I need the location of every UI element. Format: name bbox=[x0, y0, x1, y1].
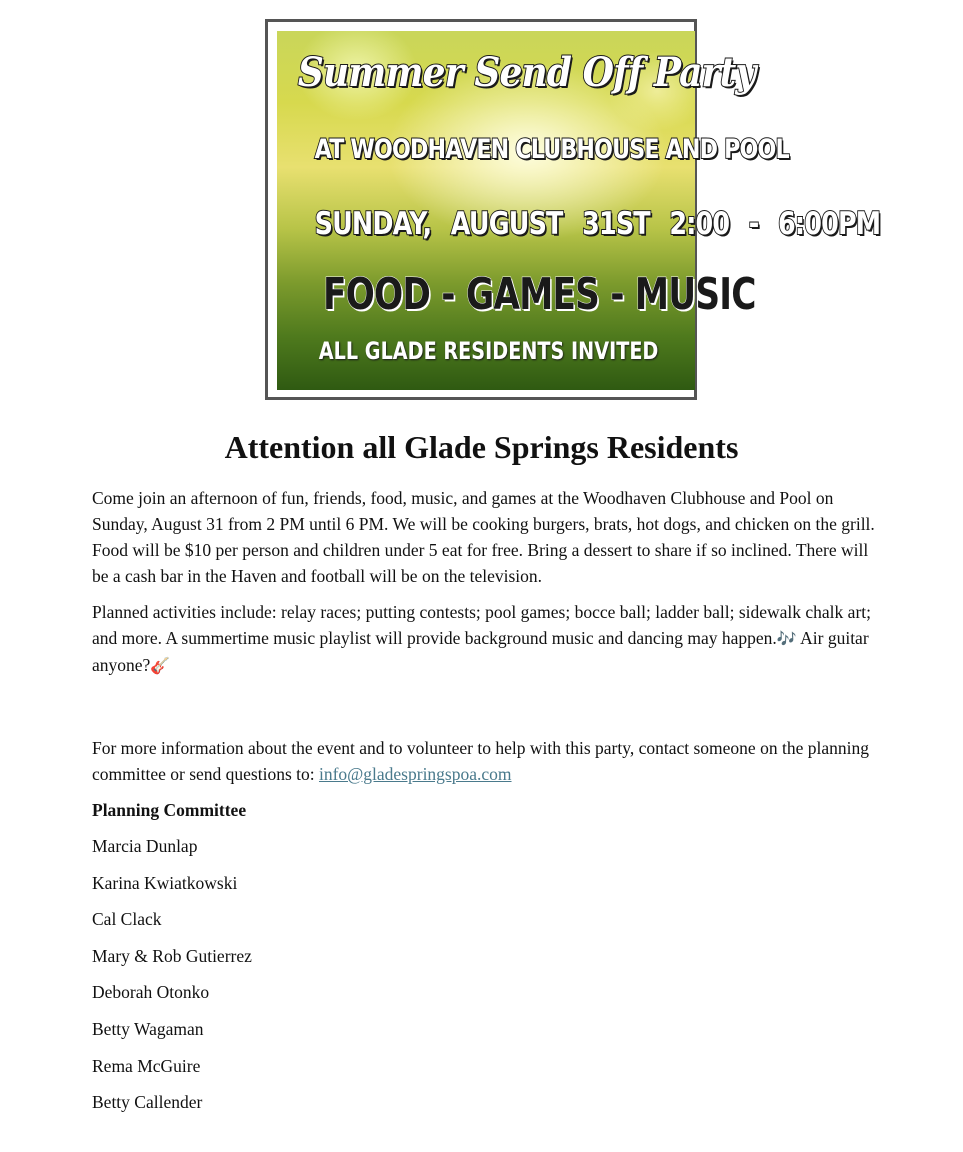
flyer-date: SUNDAY, AUGUST 31ST bbox=[314, 206, 650, 242]
air-guitar-text: Air guitar anyone? bbox=[92, 628, 869, 675]
activities-text: Planned activities include: relay races; putting contests; pool games; bocce ball; ladder ball; sidewalk chalk art; and more. A summertime music playlist will provide background music and dancing may happen. bbox=[92, 602, 871, 648]
flyer-date-time bbox=[314, 206, 881, 242]
flyer-title: Summer Send Off Party bbox=[297, 49, 756, 96]
page-heading: Attention all Glade Springs Residents bbox=[224, 429, 739, 465]
event-flyer-frame bbox=[265, 19, 881, 400]
flyer-activities: FOOD - GAMES - MUSIC bbox=[322, 269, 756, 320]
committee-member: Karina Kwiatkowski bbox=[92, 872, 238, 893]
committee-member: Betty Callender bbox=[92, 1092, 203, 1113]
committee-member: Cal Clack bbox=[92, 909, 162, 930]
guitar-icon: 🎸 bbox=[150, 656, 171, 675]
flyer-location: AT WOODHAVEN CLUBHOUSE AND POOL bbox=[314, 134, 789, 165]
committee-member: Mary & Rob Gutierrez bbox=[92, 945, 252, 966]
committee-member: Betty Wagaman bbox=[92, 1018, 204, 1039]
activities-paragraph bbox=[92, 599, 882, 679]
flyer-time: 2:00 - 6:00PM bbox=[669, 206, 881, 242]
contact-text: For more information about the event and to volunteer to help with this party, contact someone on the planning committee or send questions to: bbox=[92, 738, 869, 784]
flyer-invite: ALL GLADE RESIDENTS INVITED bbox=[318, 337, 659, 365]
committee-member: Rema McGuire bbox=[92, 1055, 201, 1076]
article-body bbox=[92, 485, 882, 1126]
event-flyer-image bbox=[277, 31, 881, 390]
intro-paragraph: Come join an afternoon of fun, friends, food, music, and games at the Woodhaven Clubhouse and Pool on Sunday, August 31 from 2 PM until 6 PM. We will be cooking burgers, brats, hot dogs, and chicken on the grill. Food will be $10 per person and children under 5 eat for free. Bring a dessert to share if so inclined. There will be a cash bar in the Haven and football will be on the television. bbox=[92, 488, 875, 586]
committee-member: Deborah Otonko bbox=[92, 982, 210, 1003]
contact-paragraph bbox=[92, 735, 882, 787]
committee-heading: Planning Committee bbox=[92, 800, 247, 820]
music-notes-icon: 🎶 bbox=[776, 629, 797, 648]
contact-email-link[interactable]: info@gladespringspoa.com bbox=[318, 764, 512, 784]
committee-member: Marcia Dunlap bbox=[92, 836, 198, 856]
